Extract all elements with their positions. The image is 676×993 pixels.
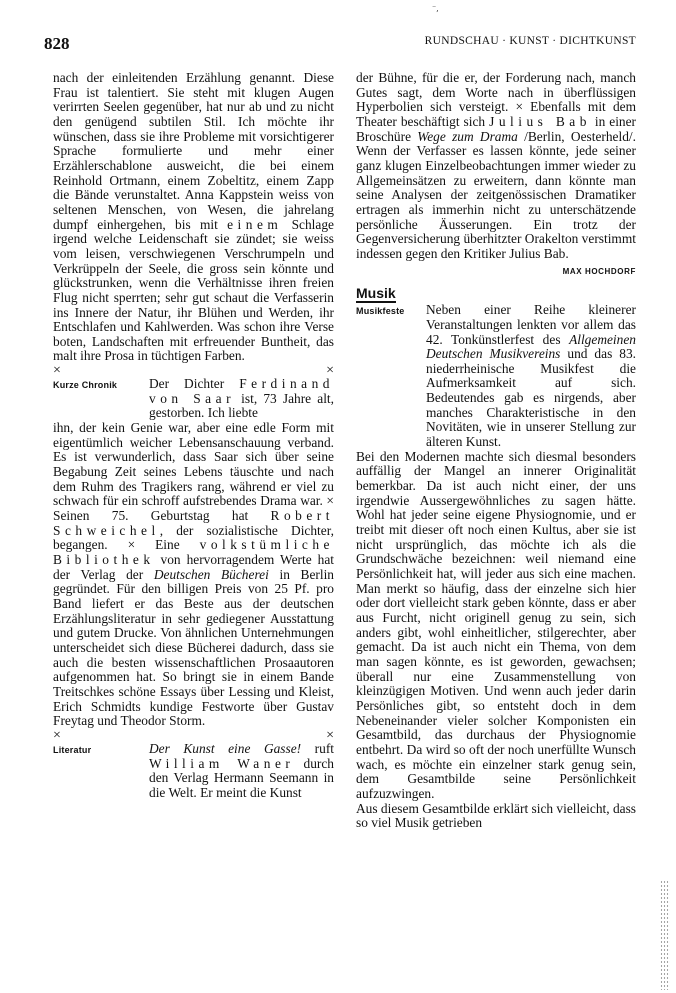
review-paragraph: nach der einleitenden Erzählung genannt. Diese Frau ist talentiert. Sie steht mit klugen Augen verirrten Seelen gegenüber, hat nur ab und zu nicht den genügend subtilen Stil. Ich möchte ihr wünschen, dass sie ihre Probleme mit vorsichtigerer Sprache formulierte und mehr einer Erzählerschablone ausweicht, die bei einem Reinhold Ortmann, einem Zobeltitz, einem Zapp die Bände verunstaltet. Anna Kappstein weiss von seltenen Menschen, von Wesen, die jahrelang dumpf einhergehen, bis mit einem Schlage irgend welche Leidenschaft sie zündet; sie weiss vom leisen, verschwiegenen Verschrumpeln und Verkrüppeln der Seele, die gross sein könnte und glückstrunken, wenn die Verhältnisse ihren freien Flug nicht sperrten; sehr gut schaut die Verfasserin ins Innere der Natur, ihr Blühen und Werden, ihr Entschlafen und Kahlwerden. Was schon ihre Verse boten, Landschaften mit erfreuender Buntheit, das malt ihre Prosa in tüchtigen Farben.: [53, 70, 334, 364]
review-continuation: der Bühne, für die er, der Forderung nach, manch Gutes sagt, dem Worte nach in überflüssigen Hyperbolien sich versteigt. × Ebenfalls mit dem Theater beschäftigt sich Julius Bab in einer Broschüre Wege zum Drama /Berlin, Oesterheld/. Wenn der Verfasser es lassen könnte, jede seiner ganz klugen Einzelbeobachtungen immer wieder zu Allgemeinsätzen zu erweitern, dann könnte man seine Analysen der zeitgenössischen Dramatiker ertragen als immerhin nicht zu unterschätzende persönliche Äusserungen. Ein trotz der Gegenversicherung überhitzter Orakelton verstimmt indessen gegen den Kritiker Julius Bab. MAX HOCHDORF: [356, 71, 636, 262]
page-number: 828: [44, 34, 70, 53]
chronik-section: [53, 377, 334, 729]
musik-section: [356, 303, 636, 831]
book-title: Wege zum Drama: [417, 128, 518, 144]
musik-paragraph: Aus diesem Gesamtbilde erklärt sich vielleicht, dass so viel Musik getrieben: [356, 800, 637, 831]
organization-name: Allgemeinen Deutschen Musikvereins: [426, 331, 636, 362]
book-title: Der Kunst eine Gasse!: [149, 740, 302, 756]
person-name: Robert Schweichel: [53, 508, 334, 538]
section-heading-musik: Musik: [356, 285, 396, 302]
right-column: [356, 71, 636, 831]
emphasized-phrase: volkstümliche Bibliothek: [53, 537, 334, 567]
left-column: [53, 71, 334, 801]
sidenote-kurze-chronik: Kurze Chronik: [53, 380, 118, 391]
musik-paragraph: Bei den Modernen machte sich diesmal besonders auffällig der Mangel an innerer Originalität bemerkbar. Da ist auch nicht einer, der uns irgendwie Aussergewöhnliches zu sagen hätte. Wohl hat jeder seine eigene Physiognomie, und er treibt mit dieser oft noch einen Kultus, aber sie ist nicht ursprünglich, das möchte ich als die Grundschwäche bezeichnen: weil niemand eine Persönlichkeit hat, will jeder aus sich eine machen. Man merkt so häufig, dass der einzelne sich hier oder dort vielleicht stark geben könnte, dass er aber aus Furcht, nicht originell genug zu sein, sich anders gibt, wohl einheitlicher, stilgerechter, aber gemacht. Da ist auch nicht ein Thema, von dem man sagen könnte, es ist geworden, gewachsen; überall nur eine Zusammenstellung von kleinzügigen Motiven. Und wenn auch jeder darin Persönliches gibt, so entsteht doch in dem Nebeneinander vieler solcher Komponisten ein Gesamtbild, das durchaus der Physiognomie entbehrt. Da wird so oft der noch unerfüllte Wunsch wach, es möchte ein einzelner stark genug sein, dem Gesamtbilde seine Persönlichkeit aufzuzwingen.: [356, 448, 636, 801]
person-name: Julius Bab: [489, 113, 591, 129]
cross-mark-icon: ×: [53, 363, 61, 379]
sidenote-literatur: Literatur: [53, 744, 92, 755]
scan-speck: ⁻,: [432, 4, 439, 13]
person-name: Ferdinand von Saar: [149, 376, 334, 406]
literatur-paragraph: Der Kunst eine Gasse! ruft William Waner durch den Verlag Hermann Seemann in die Welt. Er meint die Kunst: [149, 740, 334, 800]
person-name: William Waner: [149, 755, 295, 771]
cross-mark-icon: ×: [326, 727, 334, 743]
publisher-name: Deutschen Bücherei: [153, 566, 269, 582]
literatur-section: [53, 742, 334, 801]
emphasized-word: einem: [227, 216, 283, 232]
sidenote-musikfeste: Musikfeste: [356, 306, 405, 317]
cross-mark-icon: ×: [53, 727, 61, 743]
cross-mark-icon: ×: [326, 363, 334, 379]
author-signature: MAX HOCHDORF: [562, 266, 636, 276]
musik-paragraph: Neben einer Reihe kleinerer Veranstaltungen lenkten vor allem das 42. Tonkünstlerfest des Allgemeinen Deutschen Musikvereins und das 83. niederrheinische Musikfest die Aufmerksamkeit auf sich. Bedeutendes gab es nirgends, aber manches Charakteristische in den Novitäten, wie in unserer Stellung zur älteren Kunst.: [426, 302, 636, 450]
scan-noise: [660, 880, 670, 990]
running-head: RUNDSCHAU · KUNST · DICHTKUNST: [424, 35, 636, 47]
chronik-paragraph: Der Dichter Ferdinand von Saar ist, 73 Jahre alt, gestorben. Ich liebte ihn, der kein Genie war, aber eine edle Form mit eigentümlich weicher Lebensanschauung verband. Es ist verwunderlich, dass Saar sich über seine Begabung Zeit seines Lebens täuschte und nach dem Ruhm des Tragikers rang, während er viel zu schwach für ein schroff aufstrebendes Drama war. × Seinen 75. Geburtstag hat Robert Schweichel, der sozialistische Dichter, begangen. × Eine volkstümliche Bibliothek von hervorragendem Werte hat der Verlag der Deutschen Bücherei in Berlin gegründet. Für den billigen Preis von 25 Pf. pro Band liefert er das Beste aus der deutschen Erzählungsliteratur in sehr gediegener Ausstattung und gutem Drucke. Von ähnlichen Unternehmungen unterscheidet sich diese Bücherei dadurch, dass sie auch die besten wissenschaftlichen Prosaautoren aufgenommen hat. So bringt sie in einem Bande Treitschkes schöne Essays über Lessing und Kleist, Erich Schmidts kundige Festworte über Gustav Freytag und Theodor Storm.: [53, 376, 334, 729]
